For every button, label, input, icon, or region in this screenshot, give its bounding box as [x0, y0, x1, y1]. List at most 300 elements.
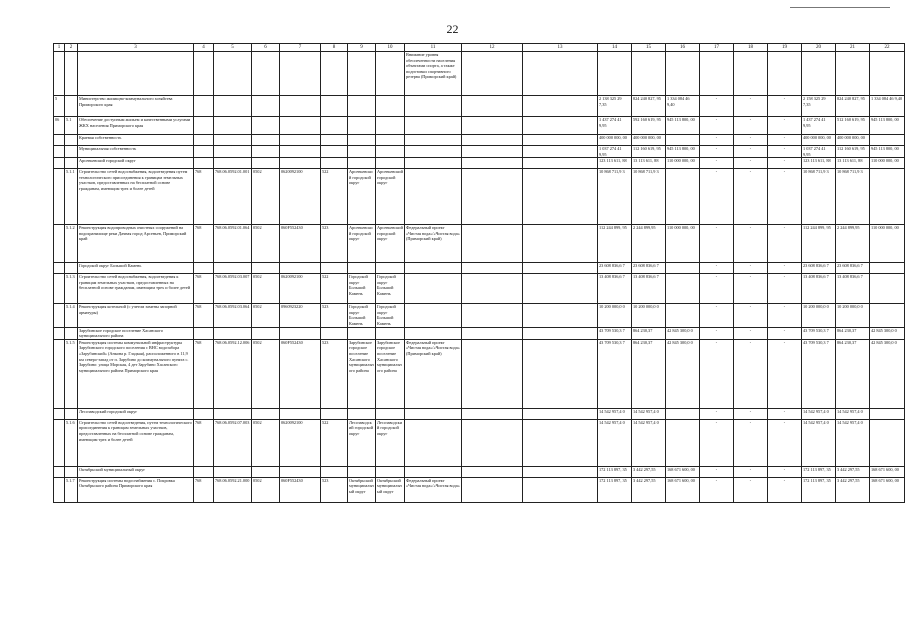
table-cell: 0620092100 — [280, 169, 321, 225]
table-cell: Реконструкция котельной (с учетом замены запорной арматуры) — [78, 304, 194, 327]
table-cell: - — [700, 477, 734, 502]
table-cell: 23 608 836,6 7 — [802, 263, 836, 274]
table-cell: - — [768, 339, 802, 408]
table-cell: 14 542 957,4 0 — [598, 419, 632, 466]
table-cell: - — [700, 117, 734, 135]
table-cell — [632, 52, 666, 96]
table-cell: 768 — [194, 419, 214, 466]
column-header: 15 — [632, 44, 666, 52]
table-cell — [65, 135, 78, 146]
table-cell: 400 000 000, 00 — [598, 135, 632, 146]
table-cell — [65, 158, 78, 169]
table-row — [54, 135, 905, 146]
table-row — [54, 408, 905, 419]
table-cell — [214, 146, 252, 158]
table-cell: 1 437 274 41 9,95 — [598, 117, 632, 135]
table-cell — [280, 96, 321, 117]
table-cell: 14 542 957,4 0 — [836, 408, 870, 419]
table-cell — [666, 274, 700, 304]
table-header-row — [54, 44, 905, 52]
table-cell — [348, 146, 376, 158]
table-cell — [376, 263, 405, 274]
table-cell: - — [768, 158, 802, 169]
table-cell: 3 442 297,55 — [836, 477, 870, 502]
table-cell: 523 — [321, 304, 348, 327]
table-cell — [462, 225, 523, 263]
table-cell — [54, 408, 65, 419]
table-cell — [194, 117, 214, 135]
table-cell: 768.06.0592.03.007 — [214, 274, 252, 304]
table-cell: Арсеньевский городской округ — [348, 225, 376, 263]
table-cell: 864 230,37 — [632, 327, 666, 339]
table-cell: 522 — [321, 169, 348, 225]
table-cell — [523, 419, 598, 466]
table-cell: 14 542 957,4 0 — [802, 419, 836, 466]
table-cell — [280, 263, 321, 274]
table-cell — [405, 96, 462, 117]
table-cell — [348, 117, 376, 135]
table-cell: 0502 — [252, 169, 280, 225]
table-cell: 0620092100 — [280, 274, 321, 304]
table-cell: 945 113 800, 00 — [666, 146, 700, 158]
table-cell — [405, 135, 462, 146]
table-cell — [54, 339, 65, 408]
table-cell — [666, 169, 700, 225]
table-cell: 1 334 084 46 9,40 — [870, 96, 905, 117]
table-cell — [54, 169, 65, 225]
table-cell: - — [734, 304, 768, 327]
table-cell: Федеральный проект «Чистая вода»/«Чистая вода» — [405, 477, 462, 502]
table-cell: Октябрьский муниципальный округ — [78, 466, 194, 477]
table-cell — [54, 225, 65, 263]
table-cell: 400 000 000, 00 — [632, 135, 666, 146]
table-cell — [666, 263, 700, 274]
table-cell: Федеральный проект «Чистая вода»/«Чистая вода» (Приморский край) — [405, 339, 462, 408]
table-cell — [280, 146, 321, 158]
table-cell: 768.06.0592.03.064 — [214, 304, 252, 327]
table-row — [54, 96, 905, 117]
table-cell: - — [734, 274, 768, 304]
table-cell: 5.1.5 — [65, 339, 78, 408]
table-cell: - — [768, 169, 802, 225]
table-cell — [348, 96, 376, 117]
table-cell: 10 868 711,9 3 — [802, 169, 836, 225]
column-header: 16 — [666, 44, 700, 52]
table-cell: 10 200 000,0 0 — [802, 304, 836, 327]
table-row — [54, 477, 905, 502]
table-cell: 768.06.0592.12.006 — [214, 339, 252, 408]
table-row — [54, 466, 905, 477]
table-cell: - — [768, 263, 802, 274]
table-cell — [252, 52, 280, 96]
table-row — [54, 263, 905, 274]
table-cell — [54, 419, 65, 466]
table-cell — [376, 466, 405, 477]
table-cell: Лесозаводский городской округ — [78, 408, 194, 419]
column-header: 19 — [768, 44, 802, 52]
table-cell: Муниципальная собственность — [78, 146, 194, 158]
table-cell — [870, 419, 905, 466]
table-cell — [376, 158, 405, 169]
table-cell: - — [768, 135, 802, 146]
table-cell — [321, 52, 348, 96]
table-cell — [523, 117, 598, 135]
table-cell: Городской округ Большой Камень — [376, 274, 405, 304]
table-cell — [523, 274, 598, 304]
table-cell: - — [700, 339, 734, 408]
table-cell — [836, 52, 870, 96]
table-cell — [194, 263, 214, 274]
table-cell: 864 230,37 — [836, 339, 870, 408]
table-cell: 512 160 619, 95 — [836, 117, 870, 135]
table-cell: 168 671 600, 00 — [666, 466, 700, 477]
column-header: 8 — [321, 44, 348, 52]
table-cell — [462, 327, 523, 339]
table-cell — [523, 304, 598, 327]
table-cell: - — [734, 263, 768, 274]
table-cell — [462, 52, 523, 96]
table-cell: 13 408 836,6 7 — [802, 274, 836, 304]
table-cell: Городской округ Большой Камень — [376, 304, 405, 327]
table-cell — [523, 146, 598, 158]
table-cell — [870, 274, 905, 304]
table-cell — [376, 146, 405, 158]
table-cell — [376, 327, 405, 339]
table-cell — [54, 327, 65, 339]
table-cell — [65, 146, 78, 158]
table-cell — [194, 158, 214, 169]
table-cell: - — [700, 135, 734, 146]
column-header: 20 — [802, 44, 836, 52]
table-cell — [870, 52, 905, 96]
table-cell — [462, 477, 523, 502]
table-cell: Городской округ Большой Камень — [348, 304, 376, 327]
table-cell — [523, 225, 598, 263]
table-cell: - — [768, 274, 802, 304]
table-cell: Арсеньевский городской округ — [376, 225, 405, 263]
table-cell: 523 — [321, 339, 348, 408]
table-cell: 3 442 297,55 — [836, 466, 870, 477]
table-cell: 522 — [321, 274, 348, 304]
table-cell: 0960923220 — [280, 304, 321, 327]
table-cell: 5.1.7 — [65, 477, 78, 502]
table-cell: 864 230,37 — [632, 339, 666, 408]
table-cell: 172 113 897, 35 — [802, 477, 836, 502]
table-cell: 400 000 000, 00 — [836, 135, 870, 146]
column-header: 3 — [78, 44, 194, 52]
table-cell — [194, 408, 214, 419]
table-cell: 168 671 600, 00 — [666, 477, 700, 502]
table-cell — [802, 52, 836, 96]
table-cell — [252, 158, 280, 169]
table-cell — [280, 408, 321, 419]
table-cell: 123 113 611, 88 — [598, 158, 632, 169]
table-cell: - — [700, 146, 734, 158]
table-cell: - — [700, 304, 734, 327]
table-cell: 768 — [194, 225, 214, 263]
table-cell — [523, 263, 598, 274]
table-cell — [54, 304, 65, 327]
table-cell: 824 240 827, 95 — [632, 96, 666, 117]
table-cell: - — [734, 408, 768, 419]
table-cell: Октябрьский муниципальный округ — [348, 477, 376, 502]
top-right-rule — [790, 7, 890, 8]
table-cell: - — [700, 274, 734, 304]
table-cell — [194, 96, 214, 117]
table-cell: 13 408 836,6 7 — [836, 274, 870, 304]
table-cell: 768.06.0592.07.003 — [214, 419, 252, 466]
table-cell: - — [768, 96, 802, 117]
table-cell: 0502 — [252, 304, 280, 327]
table-cell: 14 542 957,4 0 — [836, 419, 870, 466]
table-cell — [405, 304, 462, 327]
table-cell: 168 671 600, 00 — [870, 466, 905, 477]
table-cell — [252, 117, 280, 135]
table-cell: 13 113 611, 88 — [836, 158, 870, 169]
table-cell: 112 244 899, 95 — [802, 225, 836, 263]
table-cell: 0502 — [252, 477, 280, 502]
table-cell — [462, 117, 523, 135]
table-cell — [376, 117, 405, 135]
table-cell — [405, 263, 462, 274]
table-cell — [348, 52, 376, 96]
column-header: 2 — [65, 44, 78, 52]
table-cell: - — [734, 466, 768, 477]
table-cell: Федеральный проект «Чистая вода»/«Чистая вода» (Приморский край) — [405, 225, 462, 263]
table-cell: 172 113 897, 35 — [598, 466, 632, 477]
table-cell: 060F552430 — [280, 477, 321, 502]
table-row — [54, 146, 905, 158]
table-cell — [523, 52, 598, 96]
table-cell: 5.1 — [65, 117, 78, 135]
table-cell — [523, 339, 598, 408]
table-cell: 14 542 957,4 0 — [632, 408, 666, 419]
column-header: 17 — [700, 44, 734, 52]
table-cell: - — [768, 117, 802, 135]
table-cell — [194, 146, 214, 158]
table-cell — [768, 52, 802, 96]
table-row — [54, 419, 905, 466]
table-cell: 10 868 711,9 3 — [836, 169, 870, 225]
table-cell — [523, 135, 598, 146]
table-cell — [252, 327, 280, 339]
table-cell: 768 — [194, 274, 214, 304]
column-header: 1 — [54, 44, 65, 52]
table-row — [54, 304, 905, 327]
table-cell — [523, 327, 598, 339]
table-cell — [376, 52, 405, 96]
table-cell: Зарубинское городское поселение Хасанского муниципального района — [348, 339, 376, 408]
table-cell — [734, 52, 768, 96]
column-header: 9 — [348, 44, 376, 52]
table-cell — [870, 408, 905, 419]
table-cell: 23 608 836,6 7 — [598, 263, 632, 274]
table-cell: Городской округ Большой Камень — [348, 274, 376, 304]
table-cell: - — [768, 327, 802, 339]
table-cell — [194, 466, 214, 477]
table-cell: 43 709 530,3 7 — [802, 339, 836, 408]
table-cell: 43 709 530,3 7 — [598, 327, 632, 339]
column-header: 14 — [598, 44, 632, 52]
table-cell — [523, 466, 598, 477]
table-cell — [348, 408, 376, 419]
column-header: 13 — [523, 44, 598, 52]
table-cell — [405, 117, 462, 135]
table-cell — [462, 419, 523, 466]
table-cell — [376, 96, 405, 117]
table-cell — [194, 52, 214, 96]
table-cell: 768 — [194, 169, 214, 225]
table-cell: 5.1.4 — [65, 304, 78, 327]
table-cell: 110 000 000, 00 — [666, 225, 700, 263]
table-row — [54, 117, 905, 135]
table-cell: 06 — [54, 117, 65, 135]
table-cell — [194, 327, 214, 339]
table-cell: 2 244 899,95 — [836, 225, 870, 263]
table-cell: 768.06.0592.01.064 — [214, 225, 252, 263]
table-cell: Краевая собственность — [78, 135, 194, 146]
table-cell — [65, 96, 78, 117]
table-cell: Лесозаводский городской округ — [348, 419, 376, 466]
table-cell: 10 200 000,0 0 — [598, 304, 632, 327]
table-cell: 522 — [321, 419, 348, 466]
table-cell: 945 113 800, 00 — [666, 117, 700, 135]
table-cell: 14 542 957,4 0 — [632, 419, 666, 466]
table-cell — [523, 158, 598, 169]
table-cell: - — [734, 169, 768, 225]
table-cell: 1 334 084 46 9,40 — [666, 96, 700, 117]
table-cell: 1 037 274 41 9,95 — [598, 146, 632, 158]
table-cell: 768.06.0592.21.000 — [214, 477, 252, 502]
table-cell: - — [700, 263, 734, 274]
table-cell — [321, 466, 348, 477]
table-cell — [870, 304, 905, 327]
page-number: 22 — [446, 22, 459, 36]
table-cell — [666, 135, 700, 146]
table-cell — [54, 263, 65, 274]
table-cell: 13 113 611, 88 — [632, 158, 666, 169]
table-cell — [252, 96, 280, 117]
table-cell — [666, 419, 700, 466]
table-cell: 43 709 530,3 7 — [598, 339, 632, 408]
table-cell — [462, 274, 523, 304]
table-cell: 2 138 325 29 7,35 — [598, 96, 632, 117]
table-cell: 0502 — [252, 225, 280, 263]
table-cell: - — [734, 339, 768, 408]
table-cell — [252, 135, 280, 146]
table-cell: 172 113 897, 35 — [802, 466, 836, 477]
table-cell — [214, 96, 252, 117]
table-cell: Арсеньевский городской округ — [78, 158, 194, 169]
column-header: 10 — [376, 44, 405, 52]
table-cell: 43 709 530,3 7 — [802, 327, 836, 339]
table-cell — [54, 146, 65, 158]
table-cell: - — [768, 146, 802, 158]
table-cell: 112 160 619, 95 — [836, 146, 870, 158]
table-cell — [666, 304, 700, 327]
table-cell — [462, 146, 523, 158]
table-cell — [523, 169, 598, 225]
table-cell: 945 113 800, 00 — [870, 146, 905, 158]
table-cell: 168 671 600, 00 — [870, 477, 905, 502]
table-cell: 768 — [194, 477, 214, 502]
table-cell — [321, 327, 348, 339]
table-cell: 5.1.1 — [65, 169, 78, 225]
column-header: 11 — [405, 44, 462, 52]
table-cell: Лесозаводский городской округ — [376, 419, 405, 466]
table-cell — [280, 158, 321, 169]
table-cell: - — [700, 327, 734, 339]
table-cell: - — [768, 477, 802, 502]
table-cell: 42 845 300,0 0 — [666, 327, 700, 339]
table-cell — [65, 408, 78, 419]
table-cell: 864 230,37 — [836, 327, 870, 339]
table-cell: Строительство сетей водоснабжения, водоотведения к границам земельных участков, предоставленных на бесплатной основе гражданам, имеющим трех и более детей — [78, 274, 194, 304]
table-cell — [280, 117, 321, 135]
table-cell — [321, 117, 348, 135]
column-header: 22 — [870, 44, 905, 52]
table-cell: 42 845 300,0 0 — [870, 339, 905, 408]
table-cell: 10 868 711,9 3 — [598, 169, 632, 225]
table-cell: Арсеньевский городской округ — [348, 169, 376, 225]
column-header: 21 — [836, 44, 870, 52]
table-cell — [321, 158, 348, 169]
table-cell: - — [768, 419, 802, 466]
table-cell: 3 442 297,55 — [632, 466, 666, 477]
table-cell — [54, 52, 65, 96]
table-cell — [54, 274, 65, 304]
table-cell — [405, 169, 462, 225]
table-cell: 592 160 619, 95 — [632, 117, 666, 135]
table-cell: 14 542 957,4 0 — [598, 408, 632, 419]
table-cell: 5 — [54, 96, 65, 117]
table-cell — [405, 419, 462, 466]
table-cell: 13 408 836,6 7 — [632, 274, 666, 304]
table-cell — [321, 408, 348, 419]
table-cell — [214, 52, 252, 96]
table-cell: 42 845 300,0 0 — [870, 327, 905, 339]
table-cell — [65, 52, 78, 96]
column-header: 6 — [252, 44, 280, 52]
table-cell: - — [734, 327, 768, 339]
table-cell — [666, 52, 700, 96]
table-cell: 3 442 297,55 — [632, 477, 666, 502]
table-cell — [65, 466, 78, 477]
table-cell: 10 200 000,0 0 — [632, 304, 666, 327]
table-cell — [700, 52, 734, 96]
table-row — [54, 52, 905, 96]
table-cell — [321, 263, 348, 274]
table-cell: Внимание уровня обеспеченности населения объектами спорта, а также подготовки спортивного резерва (Приморский край) — [405, 52, 462, 96]
table-cell — [194, 135, 214, 146]
table-cell: 123 113 611, 88 — [802, 158, 836, 169]
table-cell — [348, 263, 376, 274]
table-cell: Реконструкция водопроводных очистных сооружений на водохранилище реки Дачная город Арсеньев, Приморский край — [78, 225, 194, 263]
table-cell — [870, 169, 905, 225]
table-cell: Строительство сетей водоотведения, путем технологического присоединения к границам земельных участков, предоставленных на бесплатной основе гражданам, имеющим трех и более детей — [78, 419, 194, 466]
table-cell: 945 113 800, 00 — [870, 117, 905, 135]
table-cell — [376, 408, 405, 419]
table-cell — [280, 135, 321, 146]
table-cell: 060F552430 — [280, 339, 321, 408]
table-cell: 824 240 827, 95 — [836, 96, 870, 117]
table-cell: Зарубинское городское поселение Хасанского муниципального района — [78, 327, 194, 339]
table-cell: 523 — [321, 477, 348, 502]
table-cell: Октябрьский муниципальный округ — [376, 477, 405, 502]
table-cell: - — [700, 169, 734, 225]
table-cell — [462, 135, 523, 146]
table-cell — [462, 169, 523, 225]
